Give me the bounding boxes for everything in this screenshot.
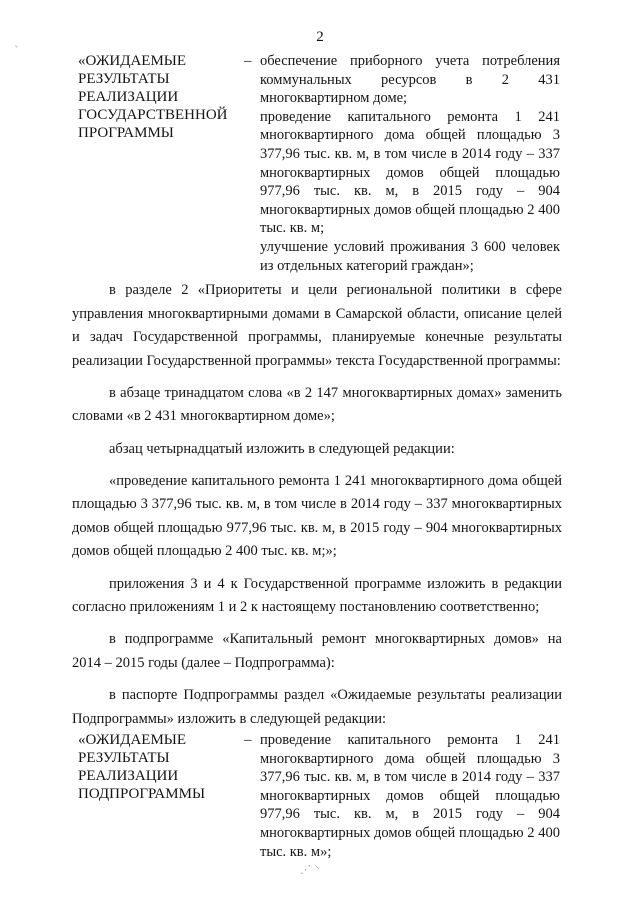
paragraph: абзац четырнадцатый изложить в следующей редакции: <box>109 440 455 457</box>
passport-label-line: «ОЖИДАЕМЫЕ <box>78 53 187 69</box>
passport-values <box>260 731 560 861</box>
page-number: 2 <box>316 29 324 45</box>
passport-label-line: ПОДПРОГРАММЫ <box>78 786 206 802</box>
passport-label <box>78 52 243 142</box>
passport-dash: – <box>244 53 252 69</box>
passport-expected-results-subprogram <box>78 731 562 861</box>
passport-dash: – <box>244 732 252 748</box>
scan-artifact: ˋ <box>14 44 20 57</box>
passport-label-line: «ОЖИДАЕМЫЕ <box>78 732 187 748</box>
passport-item: проведение капитального ремонта 1 241 многоквартирного дома общей площадью 3 377,96 тыс. кв. м, в том числе в 2014 году – 337 многоквартирных домов общей площадью 977,96 тыс. кв. м, в 2015 году – 904 многоквартирных домов общей площадью 2 400 тыс. кв. м»; <box>260 732 560 860</box>
paragraph: в абзаце тринадцатом слова «в 2 147 многоквартирных домах» заменить словами «в 2 431 многоквартирном доме»; <box>72 384 562 425</box>
passport-label-line: РЕАЛИЗАЦИИ <box>78 89 179 105</box>
paragraph: в подпрограмме «Капитальный ремонт многоквартирных домов» на 2014 – 2015 годы (далее – Подпрограмма): <box>72 631 562 671</box>
passport-expected-results-program <box>78 52 562 274</box>
document-body <box>72 279 562 731</box>
paragraph: в паспорте Подпрограммы раздел «Ожидаемые результаты реализации Подпрограммы» изложить в следующей редакции: <box>72 686 562 727</box>
passport-item: обеспечение приборного учета потребления коммунальных ресурсов в 2 431 многоквартирном доме; <box>260 53 560 107</box>
passport-label-line: РЕЗУЛЬТАТЫ <box>78 750 170 766</box>
passport-values <box>260 52 560 275</box>
paragraph: «проведение капитального ремонта 1 241 многоквартирного дома общей площадью 3 377,96 тыс. кв. м, в том числе в 2014 году – 337 многоквартирных домов общей площадью 977,96 тыс. кв. м, в 2015 году – 904 многоквартирных домов общей площадью 2 400 тыс. кв. м;»; <box>72 472 562 560</box>
passport-label-line: ПРОГРАММЫ <box>78 125 174 141</box>
scan-artifact: ⋰ ⸌ <box>300 863 320 876</box>
passport-item: проведение капитального ремонта 1 241 многоквартирного дома общей площадью 3 377,96 тыс. кв. м, в том числе в 2014 году – 337 многоквартирных домов общей площадью 977,96 тыс. кв. м, в 2015 году – 904 многоквартирных домов общей площадью 2 400 тыс. кв. м; <box>260 108 560 237</box>
passport-label-line: ГОСУДАРСТВЕННОЙ <box>78 107 228 123</box>
passport-label-line: РЕЗУЛЬТАТЫ <box>78 71 170 87</box>
paragraph: в разделе 2 «Приоритеты и цели региональной политики в сфере управления многоквартирными домами в Самарской области, описание целей и задач Государственной программы, планируемые конечные результаты реализации Государственной программы» текста Государственной программы: <box>72 282 562 369</box>
passport-label-line: РЕАЛИЗАЦИИ <box>78 768 179 784</box>
passport-label <box>78 731 243 803</box>
paragraph: приложения 3 и 4 к Государственной программе изложить в редакции согласно приложениям 1 и 2 к настоящему постановлению соответственно; <box>72 575 562 616</box>
passport-item: улучшение условий проживания 3 600 человек из отдельных категорий граждан»; <box>260 238 560 274</box>
